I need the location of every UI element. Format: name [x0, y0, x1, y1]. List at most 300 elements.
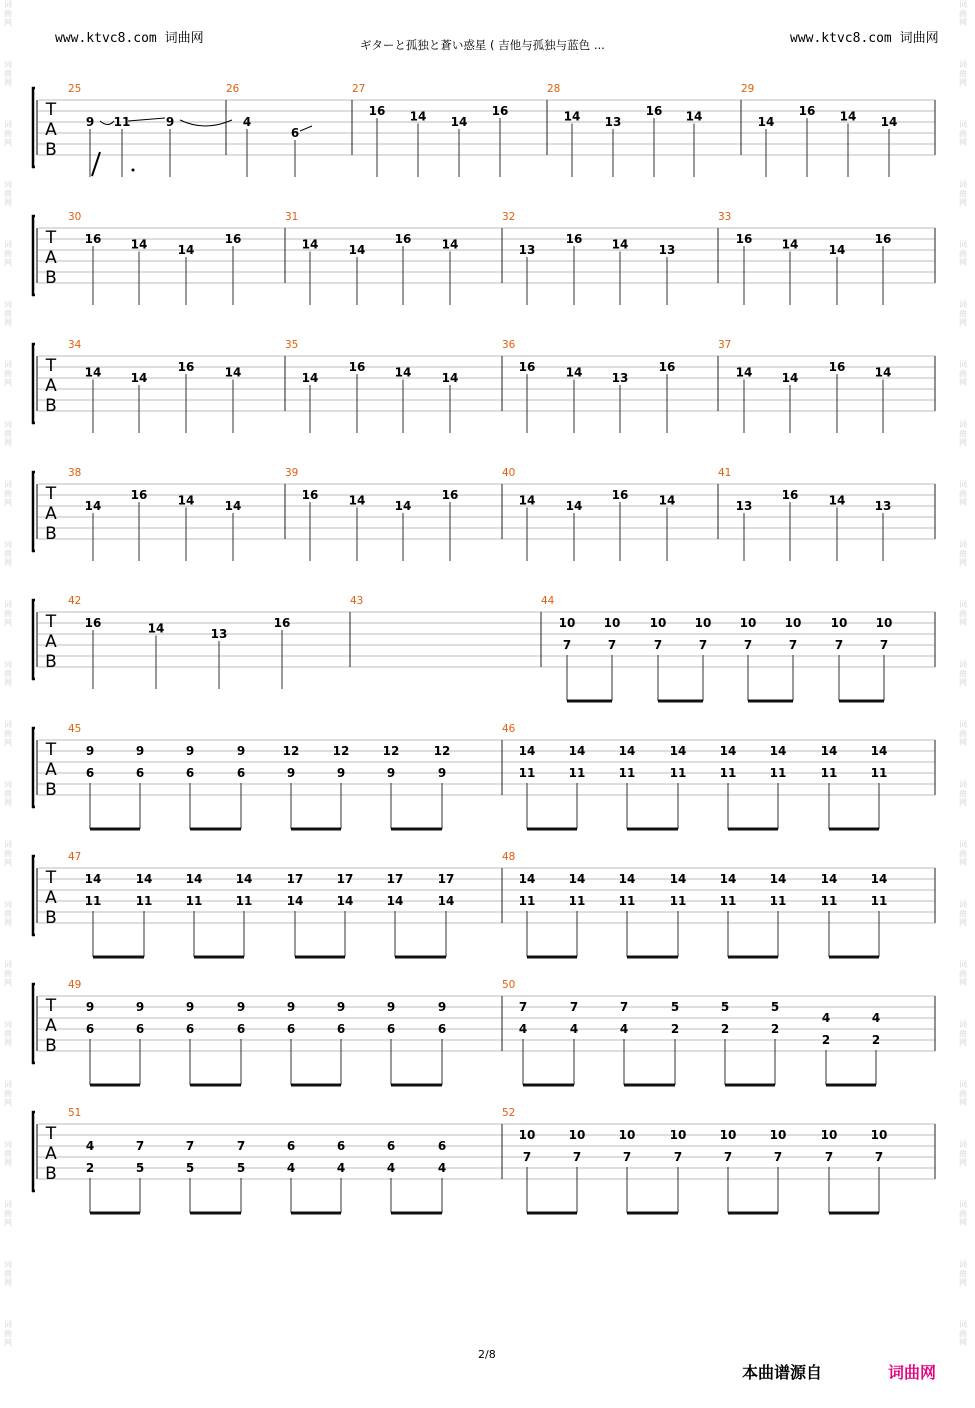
tab-clef-letter: T [45, 356, 57, 376]
fret-number: 14 [870, 744, 888, 758]
fret-number: 2 [770, 1022, 780, 1036]
measure-number: 41 [718, 467, 732, 479]
fret-number: 12 [282, 744, 300, 758]
fret-number: 13 [210, 627, 228, 641]
watermark-text: 词 曲 网 [959, 600, 967, 627]
watermark-text: 词 曲 网 [4, 420, 12, 447]
fret-number: 6 [286, 1139, 296, 1153]
tab-system [33, 984, 935, 1085]
fret-number: 17 [286, 872, 304, 886]
watermark-text: 词 曲 网 [959, 900, 967, 927]
fret-number: 10 [875, 616, 893, 630]
tab-clef-letter: A [45, 1016, 57, 1036]
fret-number: 16 [491, 104, 509, 118]
fret-number: 14 [618, 744, 636, 758]
watermark-text: 词 曲 网 [959, 540, 967, 567]
fret-number: 13 [874, 499, 892, 513]
fret-number: 5 [185, 1161, 195, 1175]
fret-number: 14 [235, 872, 253, 886]
fret-number: 13 [658, 243, 676, 257]
staff-bracket [33, 88, 35, 167]
fret-number: 17 [437, 872, 455, 886]
fret-number: 12 [433, 744, 451, 758]
tab-system [33, 728, 935, 829]
measure-number: 28 [547, 83, 561, 95]
fret-number: 14 [719, 744, 737, 758]
fret-number: 7 [743, 638, 753, 652]
tab-clef-letter: T [45, 484, 57, 504]
fret-number: 14 [518, 872, 536, 886]
fret-number: 16 [645, 104, 663, 118]
fret-number: 5 [135, 1161, 145, 1175]
measure-number: 38 [68, 467, 82, 479]
watermark-text: 词 曲 网 [959, 780, 967, 807]
fret-number: 14 [685, 109, 703, 124]
fret-number: 14 [394, 499, 412, 513]
measure-number: 46 [502, 723, 516, 735]
fret-number: 7 [653, 638, 663, 652]
fret-number: 14 [828, 493, 846, 508]
tab-clef-letter: A [45, 632, 57, 652]
tab-clef-letter: T [45, 612, 57, 632]
measure-number: 25 [68, 83, 82, 95]
fret-number: 9 [135, 744, 145, 758]
fret-number: 11 [669, 894, 687, 908]
fret-number: 10 [618, 1128, 636, 1142]
measure-number: 26 [226, 83, 240, 95]
fret-number: 4 [85, 1139, 95, 1153]
fret-number: 6 [85, 766, 95, 780]
fret-number: 4 [242, 115, 252, 129]
fret-number: 16 [828, 360, 846, 374]
fret-number: 7 [879, 638, 889, 652]
watermark-text: 词 曲 网 [4, 840, 12, 867]
fret-number: 7 [874, 1150, 884, 1164]
fret-number: 9 [185, 1000, 195, 1014]
measure-number: 48 [502, 851, 516, 863]
fret-number: 14 [301, 371, 319, 385]
fret-number: 16 [84, 616, 102, 630]
watermark-text: 词 曲 网 [4, 1080, 12, 1107]
fret-number: 16 [301, 488, 319, 502]
fret-number: 14 [839, 109, 857, 124]
fret-number: 14 [348, 493, 366, 508]
fret-number: 11 [669, 766, 687, 780]
source-label: 本曲谱源自 [742, 1363, 823, 1382]
tab-clef-letter: A [45, 1144, 57, 1164]
tab-clef-letter: B [45, 780, 57, 800]
fret-number: 7 [619, 1000, 629, 1014]
fret-number: 6 [386, 1139, 396, 1153]
fret-number: 9 [165, 115, 175, 129]
watermark-text: 词 曲 网 [4, 540, 12, 567]
fret-number: 10 [769, 1128, 787, 1142]
dot [132, 169, 135, 172]
measure-number: 40 [502, 467, 516, 479]
tab-clef-letter: A [45, 504, 57, 524]
measure-number: 50 [502, 979, 516, 991]
fret-number: 7 [572, 1150, 582, 1164]
slide-line [300, 126, 312, 131]
fret-number: 14 [769, 744, 787, 758]
measure-number: 29 [741, 83, 755, 95]
fret-number: 10 [568, 1128, 586, 1142]
fret-number: 6 [336, 1022, 346, 1036]
fret-number: 14 [441, 371, 459, 385]
fret-number: 14 [286, 894, 304, 908]
fret-number: 16 [565, 232, 583, 246]
watermark-text: 词 曲 网 [959, 240, 967, 267]
fret-number: 7 [562, 638, 572, 652]
brand-logo[interactable]: 词曲网 [888, 1363, 937, 1382]
measure-number: 27 [352, 83, 366, 95]
fret-number: 14 [820, 872, 838, 886]
grace-flag [92, 152, 100, 176]
fret-number: 11 [235, 894, 253, 908]
fret-number: 13 [735, 499, 753, 513]
fret-number: 14 [386, 894, 404, 908]
watermark-text: 词 曲 网 [4, 360, 12, 387]
watermark-text: 词 曲 网 [959, 480, 967, 507]
fret-number: 14 [135, 872, 153, 886]
fret-number: 9 [135, 1000, 145, 1014]
fret-number: 11 [719, 766, 737, 780]
fret-number: 14 [518, 493, 536, 508]
fret-number: 6 [185, 766, 195, 780]
fret-number: 14 [224, 499, 242, 513]
fret-number: 12 [332, 744, 350, 758]
fret-number: 16 [368, 104, 386, 118]
fret-number: 17 [336, 872, 354, 886]
watermark-text: 词 曲 网 [959, 0, 967, 27]
measure-number: 49 [68, 979, 82, 991]
fret-number: 9 [286, 1000, 296, 1014]
fret-number: 14 [518, 744, 536, 758]
watermark-text: 词 曲 网 [4, 120, 12, 147]
fret-number: 9 [85, 744, 95, 758]
fret-number: 14 [870, 872, 888, 886]
watermark-text: 词 曲 网 [4, 480, 12, 507]
tab-system [33, 216, 935, 305]
fret-number: 2 [670, 1022, 680, 1036]
tab-clef-letter: A [45, 760, 57, 780]
header-site-right[interactable]: www.ktvc8.com 词曲网 [790, 31, 939, 46]
fret-number: 4 [569, 1022, 579, 1036]
measure-number: 36 [502, 339, 516, 351]
fret-number: 16 [224, 232, 242, 246]
fret-number: 7 [673, 1150, 683, 1164]
watermark-text: 词 曲 网 [959, 1080, 967, 1107]
fret-number: 14 [441, 237, 459, 252]
watermark-text: 词 曲 网 [4, 1200, 12, 1227]
fret-number: 10 [784, 616, 802, 630]
fret-number: 6 [286, 1022, 296, 1036]
fret-number: 14 [618, 872, 636, 886]
watermark-text: 词 曲 网 [959, 300, 967, 327]
fret-number: 13 [604, 115, 622, 129]
tab-system [33, 88, 935, 177]
tab-clef-letter: T [45, 996, 57, 1016]
watermark-text: 词 曲 网 [4, 1140, 12, 1167]
fret-number: 7 [723, 1150, 733, 1164]
fret-number: 11 [769, 766, 787, 780]
fret-number: 11 [135, 894, 153, 908]
fret-number: 14 [563, 109, 581, 124]
fret-number: 7 [135, 1139, 145, 1153]
fret-number: 14 [177, 493, 195, 508]
watermark-text: 词 曲 网 [4, 60, 12, 87]
fret-number: 14 [669, 872, 687, 886]
fret-number: 7 [569, 1000, 579, 1014]
fret-number: 6 [236, 1022, 246, 1036]
fret-number: 11 [568, 766, 586, 780]
fret-number: 14 [336, 894, 354, 908]
fret-number: 11 [719, 894, 737, 908]
watermark-text: 词 曲 网 [959, 1140, 967, 1167]
watermark-text: 词 曲 网 [4, 1260, 12, 1287]
watermark-text: 词 曲 网 [4, 1320, 12, 1347]
fret-number: 6 [135, 766, 145, 780]
fret-number: 13 [518, 243, 536, 257]
fret-number: 14 [84, 365, 102, 380]
fret-number: 14 [828, 243, 846, 257]
measure-number: 52 [502, 1107, 516, 1119]
fret-number: 7 [824, 1150, 834, 1164]
tab-clef-letter: B [45, 268, 57, 288]
fret-number: 14 [769, 872, 787, 886]
fret-number: 9 [336, 1000, 346, 1014]
watermark-text: 词 曲 网 [4, 720, 12, 747]
song-title: ギターと孤独と蒼い惑星 ( 吉他与孤独与蓝色 ... [360, 38, 605, 52]
staff-bracket [33, 984, 35, 1063]
measure-number: 47 [68, 851, 82, 863]
fret-number: 9 [437, 1000, 447, 1014]
fret-number: 11 [870, 766, 888, 780]
fret-number: 11 [820, 766, 838, 780]
fret-number: 16 [798, 104, 816, 118]
fret-number: 14 [224, 365, 242, 380]
fret-number: 10 [603, 616, 621, 630]
fret-number: 16 [348, 360, 366, 374]
fret-number: 14 [147, 621, 165, 636]
fret-number: 10 [669, 1128, 687, 1142]
fret-number: 4 [286, 1161, 296, 1175]
watermark-text: 词 曲 网 [4, 300, 12, 327]
fret-number: 14 [409, 109, 427, 124]
measure-number: 42 [68, 595, 82, 607]
fret-number: 14 [611, 237, 629, 252]
measure-number: 35 [285, 339, 299, 351]
fret-number: 14 [437, 894, 455, 908]
staff-bracket [33, 216, 35, 295]
watermark-text: 词 曲 网 [959, 1320, 967, 1347]
fret-number: 9 [336, 766, 346, 780]
measure-number: 51 [68, 1107, 82, 1119]
fret-number: 14 [568, 744, 586, 758]
fret-number: 6 [336, 1139, 346, 1153]
fret-number: 9 [185, 744, 195, 758]
fret-number: 11 [185, 894, 203, 908]
watermark-text: 词 曲 网 [959, 720, 967, 747]
fret-number: 10 [558, 616, 576, 630]
fret-number: 9 [386, 1000, 396, 1014]
fret-number: 6 [135, 1022, 145, 1036]
staff-bracket [33, 856, 35, 935]
fret-number: 9 [85, 115, 95, 129]
fret-number: 16 [273, 616, 291, 630]
fret-number: 9 [386, 766, 396, 780]
fret-number: 10 [870, 1128, 888, 1142]
fret-number: 2 [871, 1033, 881, 1047]
fret-number: 4 [871, 1011, 881, 1025]
fret-number: 5 [770, 1000, 780, 1014]
watermark-text: 词 曲 网 [959, 60, 967, 87]
tab-clef-letter: B [45, 1164, 57, 1184]
fret-number: 14 [880, 115, 898, 129]
fret-number: 7 [522, 1150, 532, 1164]
fret-number: 4 [437, 1161, 447, 1175]
tab-clef-letter: T [45, 868, 57, 888]
fret-number: 14 [568, 872, 586, 886]
watermark-text: 词 曲 网 [959, 660, 967, 687]
watermark-text: 词 曲 网 [4, 180, 12, 207]
measure-number: 30 [68, 211, 82, 223]
fret-number: 10 [820, 1128, 838, 1142]
fret-number: 14 [177, 243, 195, 257]
fret-number: 6 [85, 1022, 95, 1036]
fret-number: 11 [769, 894, 787, 908]
fret-number: 14 [348, 243, 366, 257]
fret-number: 16 [611, 488, 629, 502]
fret-number: 11 [820, 894, 838, 908]
fret-number: 2 [85, 1161, 95, 1175]
measure-number: 39 [285, 467, 299, 479]
fret-number: 6 [185, 1022, 195, 1036]
fret-number: 6 [236, 766, 246, 780]
watermark-text: 词 曲 网 [959, 360, 967, 387]
watermark-text: 词 曲 网 [959, 960, 967, 987]
fret-number: 6 [437, 1139, 447, 1153]
tab-clef-letter: B [45, 524, 57, 544]
fret-number: 10 [649, 616, 667, 630]
fret-number: 14 [820, 744, 838, 758]
fret-number: 4 [336, 1161, 346, 1175]
tab-clef-letter: A [45, 376, 57, 396]
fret-number: 16 [735, 232, 753, 246]
fret-number: 10 [830, 616, 848, 630]
fret-number: 6 [386, 1022, 396, 1036]
fret-number: 14 [874, 365, 892, 380]
tab-system [33, 856, 935, 957]
fret-number: 4 [518, 1022, 528, 1036]
tab-clef-letter: A [45, 888, 57, 908]
fret-number: 16 [874, 232, 892, 246]
fret-number: 14 [565, 499, 583, 513]
watermark-text: 词 曲 网 [959, 420, 967, 447]
fret-number: 4 [386, 1161, 396, 1175]
fret-number: 11 [518, 894, 536, 908]
fret-number: 2 [720, 1022, 730, 1036]
fret-number: 14 [130, 371, 148, 385]
fret-number: 14 [735, 365, 753, 380]
watermark-text: 词 曲 网 [4, 960, 12, 987]
fret-number: 11 [113, 115, 131, 129]
fret-number: 7 [698, 638, 708, 652]
tab-clef-letter: A [45, 120, 57, 140]
measure-number: 45 [68, 723, 82, 735]
fret-number: 6 [290, 126, 300, 140]
fret-number: 2 [821, 1033, 831, 1047]
fret-number: 7 [788, 638, 798, 652]
fret-number: 14 [84, 872, 102, 886]
watermark-text: 词 曲 网 [959, 1260, 967, 1287]
fret-number: 14 [84, 499, 102, 513]
fret-number: 6 [437, 1022, 447, 1036]
page-number: 2/8 [478, 1348, 496, 1361]
tab-clef-letter: A [45, 248, 57, 268]
header-site-left[interactable]: www.ktvc8.com 词曲网 [55, 31, 204, 46]
watermark-text: 词 曲 网 [4, 240, 12, 267]
fret-number: 7 [518, 1000, 528, 1014]
tab-clef-letter: T [45, 1124, 57, 1144]
fret-number: 12 [382, 744, 400, 758]
fret-number: 16 [84, 232, 102, 246]
watermark-text: 词 曲 网 [4, 600, 12, 627]
slide-line [128, 118, 165, 121]
fret-number: 14 [565, 365, 583, 380]
tab-clef-letter: B [45, 908, 57, 928]
fret-number: 13 [611, 371, 629, 385]
fret-number: 9 [85, 1000, 95, 1014]
watermark-text: 词 曲 网 [959, 180, 967, 207]
fret-number: 7 [236, 1139, 246, 1153]
fret-number: 14 [781, 371, 799, 385]
tab-clef-letter: T [45, 740, 57, 760]
fret-number: 16 [394, 232, 412, 246]
fret-number: 14 [781, 237, 799, 252]
fret-number: 14 [757, 115, 775, 129]
tab-clef-letter: B [45, 396, 57, 416]
watermark-text: 词 曲 网 [4, 1020, 12, 1047]
watermark-text: 词 曲 网 [4, 0, 12, 27]
fret-number: 10 [739, 616, 757, 630]
fret-number: 9 [236, 744, 246, 758]
fret-number: 10 [719, 1128, 737, 1142]
fret-number: 10 [694, 616, 712, 630]
measure-number: 32 [502, 211, 516, 223]
measure-number: 31 [285, 211, 299, 223]
watermark-text: 词 曲 网 [959, 1020, 967, 1047]
watermark-text: 词 曲 网 [959, 120, 967, 147]
tab-clef-letter: T [45, 228, 57, 248]
fret-number: 9 [236, 1000, 246, 1014]
tab-system [33, 472, 935, 561]
fret-number: 7 [622, 1150, 632, 1164]
watermark-text: 词 曲 网 [4, 900, 12, 927]
measure-number: 44 [541, 595, 555, 607]
fret-number: 10 [518, 1128, 536, 1142]
staff-bracket [33, 472, 35, 551]
fret-number: 7 [185, 1139, 195, 1153]
tab-system [33, 344, 935, 433]
fret-number: 14 [301, 237, 319, 252]
watermark-text: 词 曲 网 [4, 660, 12, 687]
fret-number: 14 [450, 115, 468, 129]
fret-number: 11 [518, 766, 536, 780]
tie-arc [180, 120, 232, 126]
fret-number: 5 [236, 1161, 246, 1175]
watermark-text: 词 曲 网 [959, 1200, 967, 1227]
